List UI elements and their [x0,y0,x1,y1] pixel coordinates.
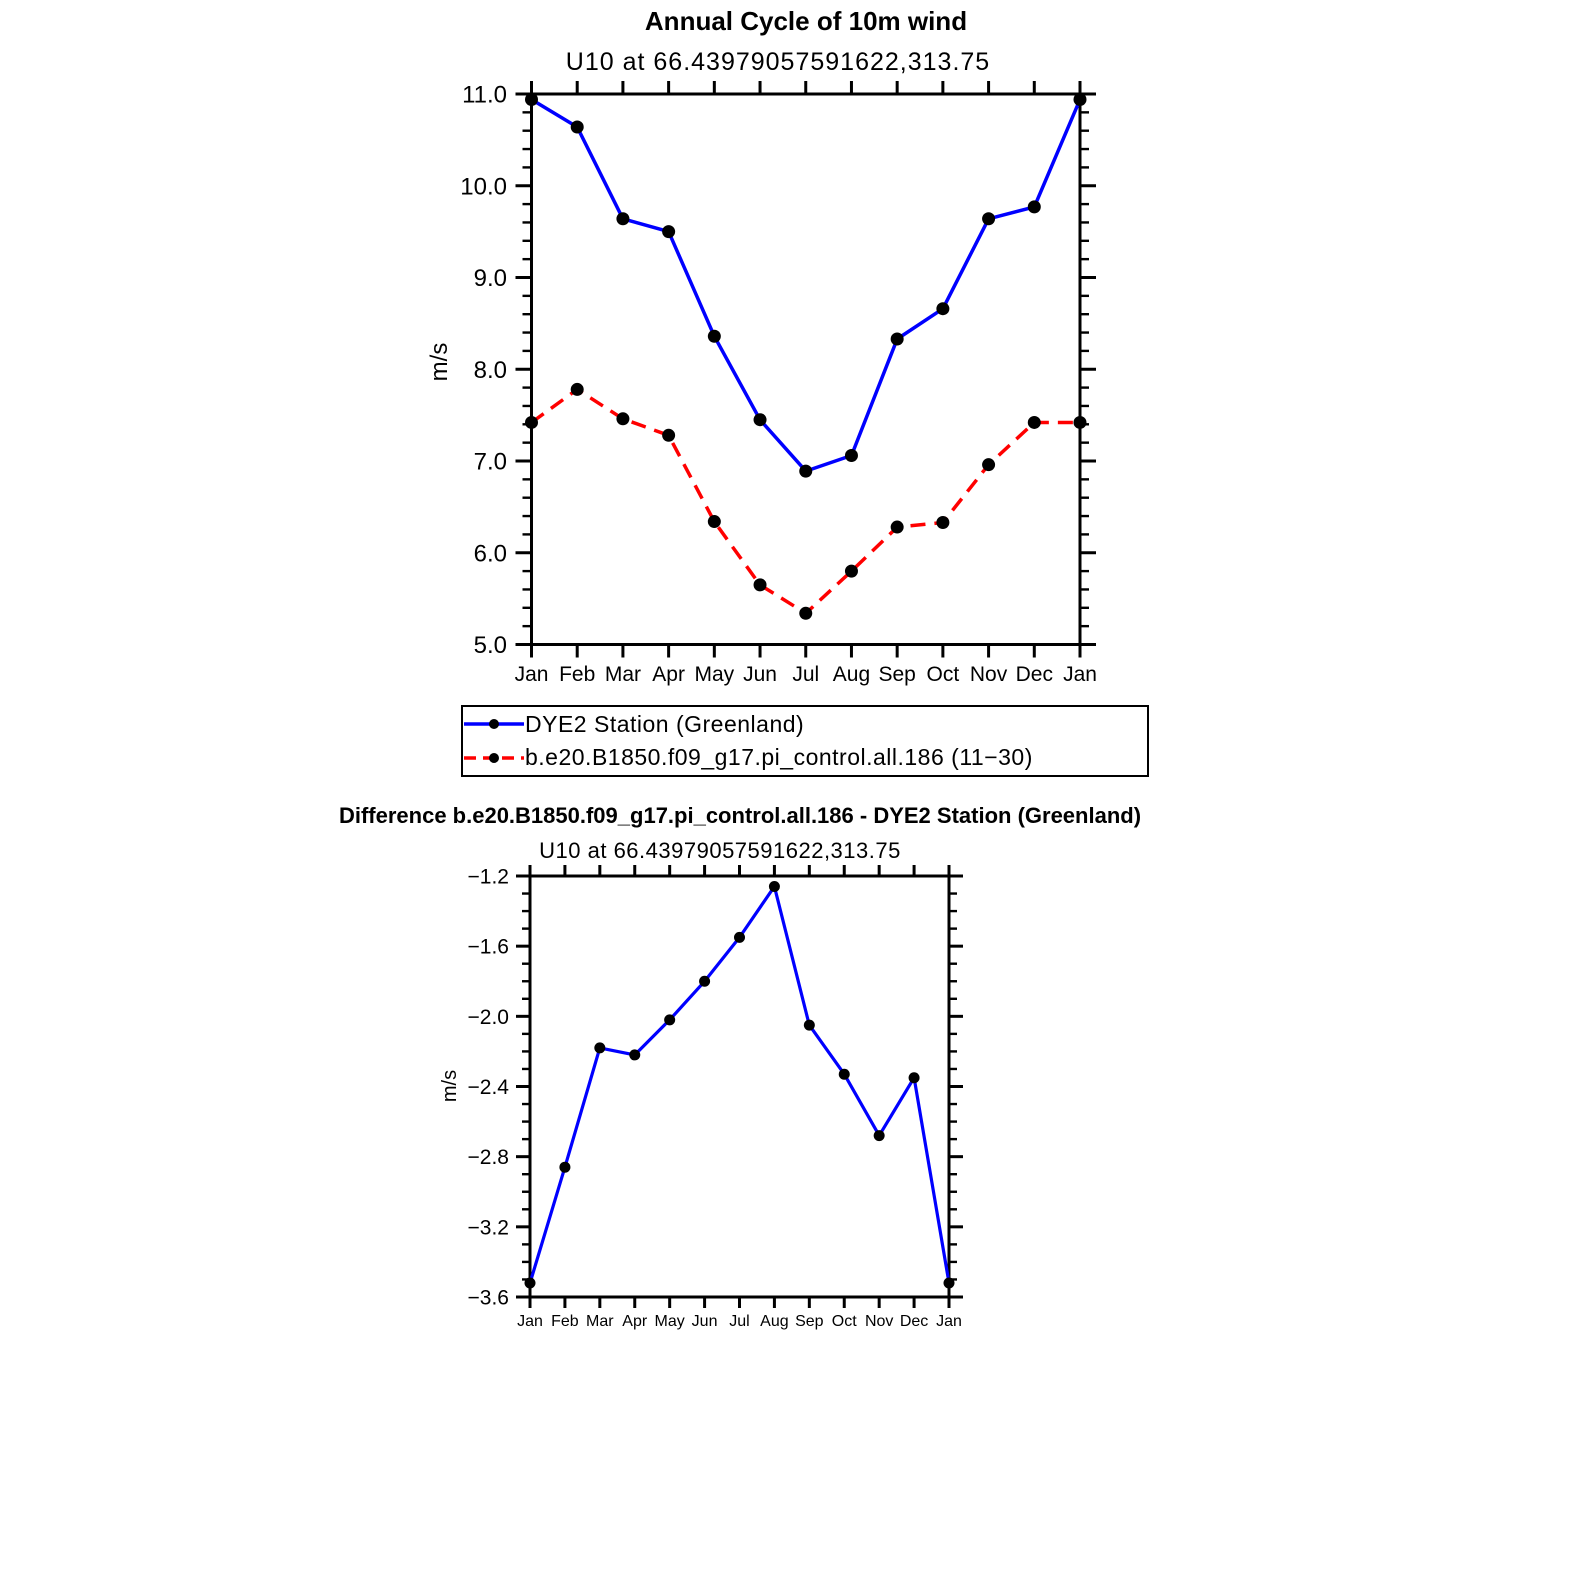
data-point-marker [1028,200,1041,213]
data-point-marker [874,1130,885,1141]
data-point-marker [571,121,584,134]
x-tick-label: Aug [760,1313,789,1330]
data-point-marker [982,458,995,471]
data-point-marker [754,413,767,426]
x-tick-label: Sep [878,663,916,686]
data-point-marker [804,1020,815,1031]
legend-entry-station [463,708,1147,740]
data-point-marker [616,212,629,225]
y-tick-label: −1.6 [467,935,509,959]
x-tick-label: Apr [622,1313,648,1330]
data-point-marker [734,932,745,943]
data-point-marker [1074,416,1087,429]
y-tick-label: −1.2 [467,865,509,889]
data-point-marker [1028,416,1041,429]
x-tick-label: Mar [604,663,642,686]
x-tick-label: Jan [517,1313,543,1330]
data-point-marker [891,332,904,345]
y-tick-label: −2.8 [467,1146,509,1170]
y-tick-label: 6.0 [473,540,507,568]
y-tick-label: 11.0 [462,81,507,109]
x-tick-label: Dec [1015,663,1053,686]
top-chart-y-axis-label: m/s [426,342,453,382]
data-point-marker [616,412,629,425]
legend-sample-marker [489,753,499,763]
top-chart-title: Annual Cycle of 10m wind [644,6,968,36]
data-point-marker [708,330,721,343]
x-tick-label: Nov [864,1313,894,1330]
x-tick-label: Feb [551,1313,579,1330]
x-tick-label: Oct [831,1313,857,1330]
legend-line-sample-solid [463,709,525,739]
data-point-marker [1074,93,1087,106]
data-point-marker [799,465,812,478]
y-tick-label: 7.0 [473,448,507,476]
y-tick-label: −3.6 [467,1286,509,1310]
x-tick-label: Dec [899,1313,929,1330]
x-tick-label: Jan [514,663,549,686]
x-tick-label: Jan [1063,663,1097,686]
top-chart-subtitle: U10 at 66.43979057591622,313.75 [565,48,991,76]
data-point-marker [662,225,675,238]
x-tick-label: Mar [586,1313,614,1330]
data-point-marker [936,516,949,529]
x-tick-label: Jul [792,663,820,686]
y-tick-label: −2.4 [467,1076,509,1100]
data-point-marker [525,416,538,429]
y-tick-label: −2.0 [467,1005,509,1029]
data-point-marker [594,1042,605,1053]
data-point-marker [944,1277,955,1288]
axis-box [532,94,1081,645]
data-point-marker [629,1049,640,1060]
data-point-marker [559,1162,570,1173]
x-tick-label: May [694,663,735,686]
x-tick-label: Oct [926,663,960,686]
data-point-marker [571,383,584,396]
y-tick-label: 9.0 [473,265,507,293]
data-point-marker [909,1072,920,1083]
data-point-marker [839,1069,850,1080]
x-tick-label: Feb [559,663,596,686]
legend-sample-marker [489,719,499,729]
series-line [530,887,949,1284]
x-tick-label: Sep [795,1313,824,1330]
data-point-marker [708,515,721,528]
legend-label-model: b.e20.B1850.f09_g17.pi_control.all.186 (11−30) [525,744,1033,771]
data-point-marker [799,607,812,620]
series-line [532,100,1081,472]
data-point-marker [891,521,904,534]
x-tick-label: Nov [969,663,1008,686]
x-tick-label: Jun [743,663,777,686]
x-tick-label: Aug [832,663,871,686]
y-tick-label: −3.2 [467,1216,509,1240]
x-tick-label: Apr [652,663,685,686]
y-tick-label: 10.0 [460,173,507,201]
data-point-marker [754,578,767,591]
data-point-marker [769,881,780,892]
legend-box [461,705,1149,777]
bottom-chart-subtitle: U10 at 66.43979057591622,313.75 [539,838,901,863]
data-point-marker [845,565,858,578]
legend-label-station: DYE2 Station (Greenland) [525,710,805,737]
data-point-marker [525,93,538,106]
legend-line-sample-dashed [463,743,525,773]
bottom-chart-y-axis-label: m/s [439,1069,461,1103]
data-point-marker [699,976,710,987]
data-point-marker [662,429,675,442]
bottom-chart-title: Difference b.e20.B1850.f09_g17.pi_control.all.186 - DYE2 Station (Greenland) [338,803,1142,828]
legend-entry-model [463,742,1147,774]
data-point-marker [982,212,995,225]
data-point-marker [936,302,949,315]
series-line [532,389,1081,613]
y-tick-label: 5.0 [473,632,507,660]
x-tick-label: Jan [936,1313,962,1330]
data-point-marker [525,1277,536,1288]
x-tick-label: Jun [691,1313,718,1330]
x-tick-label: May [654,1313,685,1330]
x-tick-label: Jul [729,1313,750,1330]
data-point-marker [664,1014,675,1025]
data-point-marker [845,449,858,462]
y-tick-label: 8.0 [473,356,507,384]
